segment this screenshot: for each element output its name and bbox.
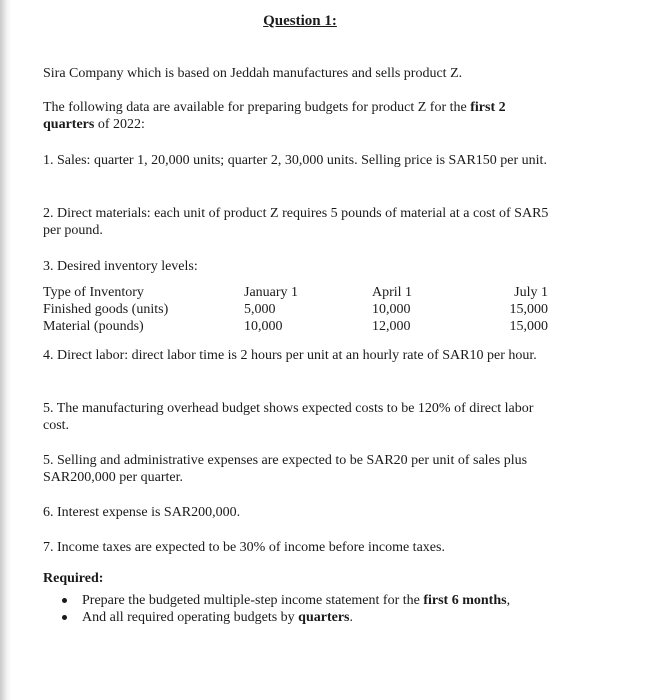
intro-paragraph: Sira Company which is based on Jeddah manufactures and sells product Z. <box>43 66 463 81</box>
cell-july: 15,000 <box>509 302 548 317</box>
data-intro-bold: first 2 quarters <box>43 100 506 132</box>
data-intro-text: The following data are available for preparing budgets for product Z for the <box>43 100 471 115</box>
bullet-text-bold: first 6 months <box>423 593 507 608</box>
cell-january: 5,000 <box>244 302 276 317</box>
bullet-text <box>82 592 510 609</box>
header-type: Type of Inventory <box>43 285 144 300</box>
bullet-icon <box>62 615 67 620</box>
row-label: Material (pounds) <box>43 319 144 334</box>
data-intro-paragraph <box>43 99 553 133</box>
bullet-icon <box>62 598 67 603</box>
cell-april: 12,000 <box>372 319 411 334</box>
item-1-sales: 1. Sales: quarter 1, 20,000 units; quarter 2, 30,000 units. Selling price is SAR150 per unit. <box>43 153 547 168</box>
item-7-income-taxes: 7. Income taxes are expected to be 30% of income before income taxes. <box>43 540 445 555</box>
bullet-text-post: , <box>506 593 511 608</box>
header-april: April 1 <box>372 285 413 300</box>
required-title: Required: <box>43 571 104 586</box>
page-edge-shadow <box>0 0 12 700</box>
data-intro-post: of 2022: <box>94 117 145 132</box>
bullet-text <box>82 609 353 626</box>
item-5-selling-admin: 5. Selling and administrative expenses are expected to be SAR20 per unit of sales plus SAR200,000 per quarter. <box>43 453 528 485</box>
cell-july: 15,000 <box>509 319 548 334</box>
cell-april: 10,000 <box>372 302 411 317</box>
item-4-direct-labor: 4. Direct labor: direct labor time is 2 hours per unit at an hourly rate of SAR10 per hour. <box>43 348 537 363</box>
bullet-text-bold: quarters <box>298 610 350 625</box>
item-2-direct-materials: 2. Direct materials: each unit of product Z requires 5 pounds of material at a cost of SAR5 per pound. <box>43 206 549 238</box>
header-july: July 1 <box>514 285 548 300</box>
item-3-title: 3. Desired inventory levels: <box>43 259 198 274</box>
bullet-text-pre: And all required operating budgets by <box>82 610 299 625</box>
item-6-interest: 6. Interest expense is SAR200,000. <box>43 505 241 520</box>
table-row <box>43 318 548 335</box>
bullet-text-pre: Prepare the budgeted multiple-step income statement for the <box>82 593 424 608</box>
bullet-text-post: . <box>349 610 353 625</box>
inventory-header-row <box>43 284 548 301</box>
cell-january: 10,000 <box>244 319 283 334</box>
row-label: Finished goods (units) <box>43 302 169 317</box>
question-title: Question 1: <box>263 13 337 29</box>
header-january: January 1 <box>244 285 299 300</box>
item-5-manufacturing-overhead: 5. The manufacturing overhead budget shows expected costs to be 120% of direct labor cost. <box>43 401 534 433</box>
table-row <box>43 301 548 318</box>
